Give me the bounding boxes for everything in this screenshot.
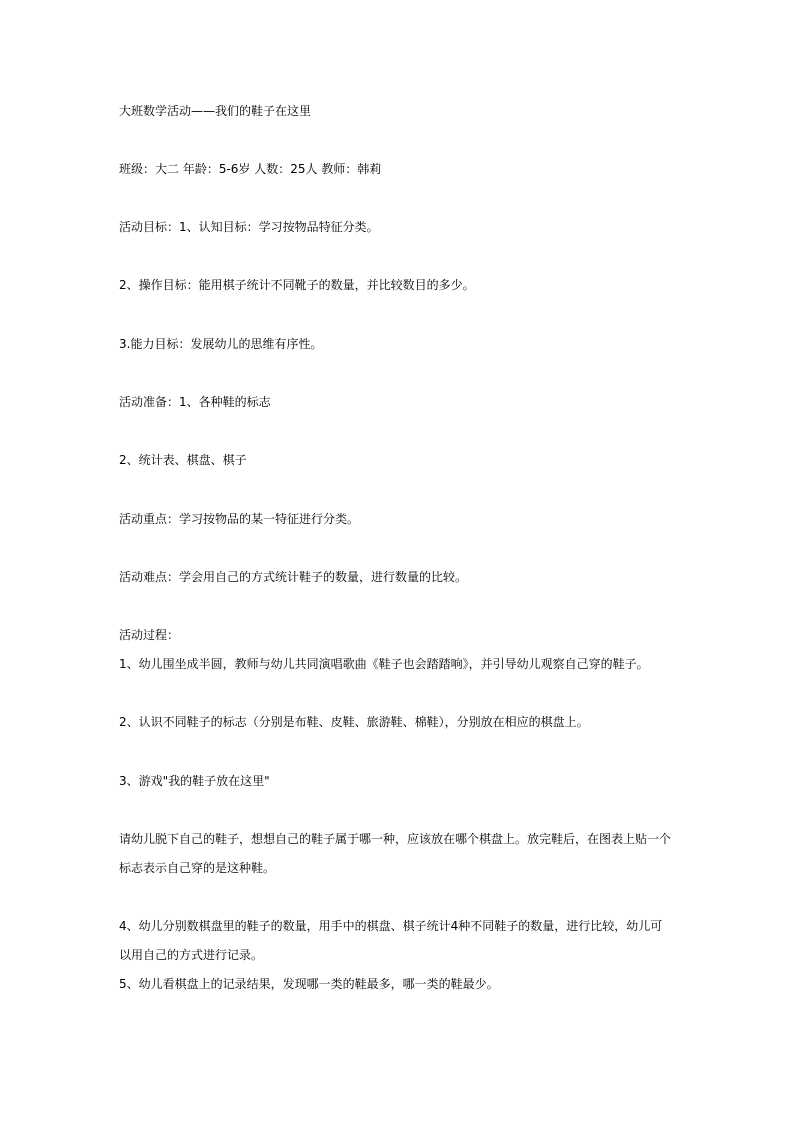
document-title: 大班数学活动——我们的鞋子在这里 [119, 104, 312, 118]
step-5: 5、幼儿看棋盘上的记录结果，发现哪一类的鞋最多，哪一类的鞋最少。 [119, 977, 499, 991]
process-heading: 活动过程： [119, 628, 180, 642]
goal-2: 2、操作目标：能用棋子统计不同靴子的数量，并比较数目的多少。 [119, 278, 475, 292]
step-4-b: 以用自己的方式进行记录。 [119, 948, 264, 962]
goal-3: 3.能力目标：发展幼儿的思维有序性。 [119, 337, 323, 351]
step-4-a: 4、幼儿分别数棋盘里的鞋子的数量，用手中的棋盘、棋子统计4种不同鞋子的数量，进行比较，幼儿可 [119, 919, 663, 933]
step-3-detail-a: 请幼儿脱下自己的鞋子，想想自己的鞋子属于哪一种，应该放在哪个棋盘上。放完鞋后，在图表上贴一个 [119, 832, 672, 846]
prep-2: 2、统计表、棋盘、棋子 [119, 453, 247, 467]
prep-1: 活动准备：1、各种鞋的标志 [119, 395, 271, 409]
class-info: 班级：大二 年龄：5-6岁 人数：25人 教师：韩莉 [119, 162, 382, 176]
step-2: 2、认识不同鞋子的标志（分别是布鞋、皮鞋、旅游鞋、棉鞋），分别放在相应的棋盘上。 [119, 715, 589, 729]
step-3: 3、游戏"我的鞋子放在这里" [119, 774, 270, 788]
key-point: 活动重点：学习按物品的某一特征进行分类。 [119, 512, 360, 526]
goal-1: 活动目标：1、认知目标：学习按物品特征分类。 [119, 220, 379, 234]
step-3-detail-b: 标志表示自己穿的是这种鞋。 [119, 861, 276, 875]
step-1: 1、幼儿围坐成半圆，教师与幼儿共同演唱歌曲《鞋子也会踏踏响》，并引导幼儿观察自己穿的鞋子。 [119, 657, 649, 671]
difficulty: 活动难点：学会用自己的方式统计鞋子的数量，进行数量的比较。 [119, 570, 468, 584]
